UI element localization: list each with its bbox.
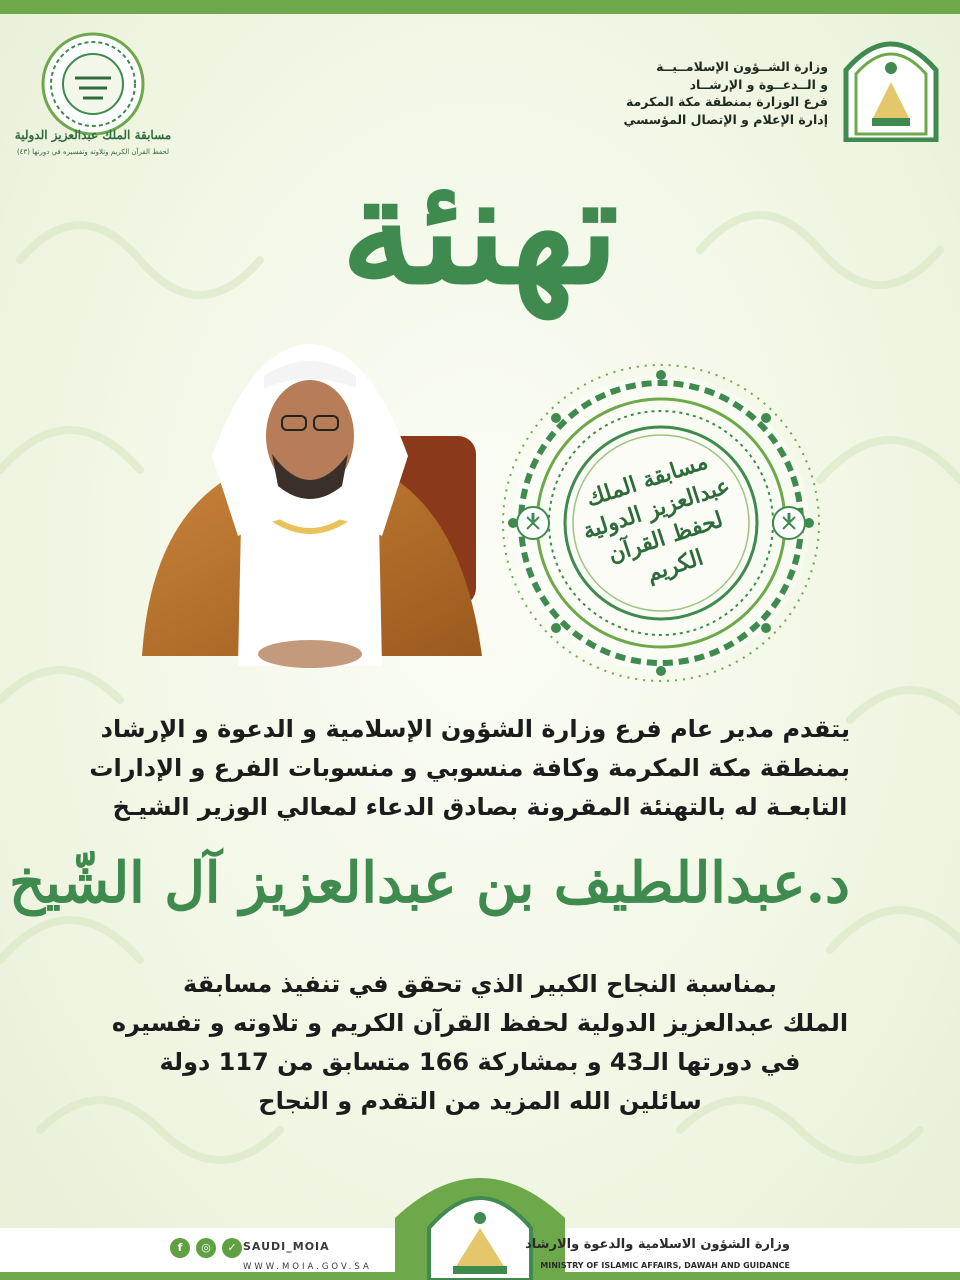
paragraph-line: بمنطقة مكة المكرمة وكافة منسوبي و منسوبات الفرع و الإدارات [89, 754, 850, 782]
instagram-icon[interactable]: ◎ [196, 1238, 216, 1258]
social-handle[interactable]: SAUDI_MOIA [243, 1240, 330, 1253]
ministry-header-text [623, 58, 828, 128]
paragraph-line: الملك عبدالعزيز الدولية لحفظ القرآن الكريم و تلاوته و تفسيره [111, 1009, 849, 1037]
footer-ministry-name-ar: وزارة الشؤون الاسلامية والدعوة والارشاد [525, 1237, 790, 1252]
contest-caption: مسابقة الملك عبدالعزيز الدولية [14, 128, 172, 142]
page-title: تهنئة [340, 143, 620, 317]
emblem-calligraphy [575, 437, 747, 609]
paragraph-line: يتقدم مدير عام فرع وزارة الشؤون الإسلامية و الدعوة و الإرشاد [100, 715, 850, 743]
minister-name: د.عبداللطيف بن عبدالعزيز آل الشّيخ [9, 850, 850, 916]
ministry-line: و الــدعــوة و الإرشــاد [689, 76, 828, 92]
ministry-emblem-icon [842, 24, 940, 142]
intro-paragraph [89, 710, 850, 827]
footer-ministry-name-en: MINISTRY OF ISLAMIC AFFAIRS, DAWAH AND GUIDANCE [540, 1261, 790, 1270]
paragraph-line: بمناسبة النجاح الكبير الذي تحقق في تنفيذ مسابقة [183, 970, 777, 998]
ministry-header [623, 24, 940, 144]
ministry-line: إدارة الإعلام و الإتصال المؤسسي [623, 111, 828, 127]
occasion-paragraph [110, 965, 850, 1121]
minister-portrait [132, 336, 488, 680]
ministry-line: وزارة الشــؤون الإسلامــيــة [656, 59, 828, 74]
twitter-icon[interactable]: ✓ [222, 1238, 242, 1258]
emblem-text: مسابقة الملك عبدالعزيز الدولية لحفظ القرآن الكريم [579, 448, 734, 588]
top-bar [0, 0, 960, 14]
social-icons [170, 1238, 242, 1258]
contest-subcaption: لحفظ القرآن الكريم وتلاوته وتفسيره في دورتها (٤٣) [16, 148, 170, 156]
paragraph-line: سائلين الله المزيد من التقدم و النجاح [258, 1087, 702, 1115]
paragraph-line: التابعـة له بالتهنئة المقرونة بصادق الدعاء لمعالي الوزير الشيـخ [112, 793, 848, 821]
paragraph-line: في دورتها الـ43 و بمشاركة 166 متسابق من 117 دولة [159, 1048, 801, 1076]
ministry-line: فرع الوزارة بمنطقة مكة المكرمة [625, 94, 828, 109]
website-link[interactable]: WWW.MOIA.GOV.SA [243, 1262, 372, 1272]
facebook-icon[interactable]: f [170, 1238, 190, 1258]
